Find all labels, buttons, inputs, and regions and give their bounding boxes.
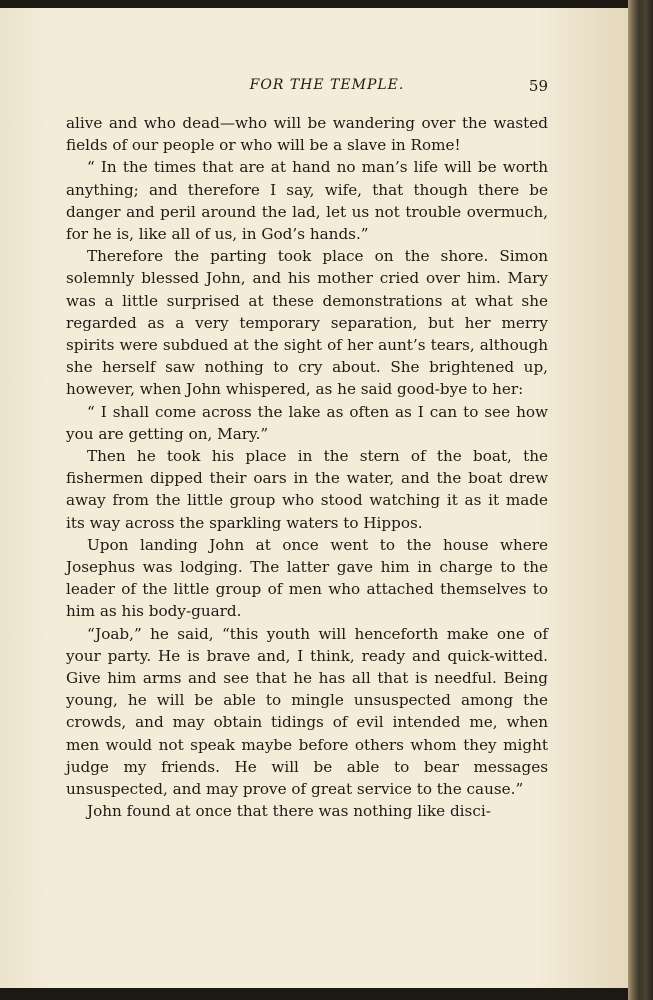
paragraph: alive and who dead—who will be wandering over the wasted fields of our people or who will be a slave in Rome!: [66, 114, 548, 155]
book-binding-edge: [628, 0, 653, 1000]
paragraph: “Joab,” he said, “this youth will henceforth make one of your party. He is brave and, I think, ready and quick-witted. Give him arms and see that he has all that is needful. Being young, he will be able to mingle unsuspected among the crowds, and may obtain tidings of evil intended me, when men would not speak maybe before others whom they might judge my friends. He will be able to bear messages unsuspected, and may prove of great service to the cause.”: [66, 624, 548, 799]
running-title: FOR THE TEMPLE.: [249, 77, 405, 93]
page-number: 59: [528, 77, 548, 95]
paragraph: “ I shall come across the lake as often as I can to see how you are getting on, Mary.”: [66, 402, 548, 443]
paragraph: John found at once that there was nothing like disci-: [87, 802, 491, 821]
body-text: [66, 112, 548, 823]
paragraph: Upon landing John at once went to the house where Josephus was lodging. The latter gave him in charge to the leader of the little group of men who attached themselves to him as his body-guard.: [66, 535, 548, 621]
running-head: [66, 77, 548, 101]
paragraph: “ In the times that are at hand no man’s life will be worth anything; and therefore I say, wife, that though there be danger and peril around the lad, let us not trouble overmuch, for he is, like all of us, in God’s hands.”: [66, 158, 548, 244]
paragraph: Therefore the parting took place on the shore. Simon solemnly blessed John, and his mother cried over him. Mary was a little surprised at these demonstrations at what she regarded as a very temporary separation, but her merry spirits were subdued at the sight of her aunt’s tears, although she herself saw nothing to cry about. She brightened up, however, when John whispered, as he said good-bye to her:: [66, 247, 548, 399]
paragraph: Then he took his place in the stern of the boat, the fishermen dipped their oars in the water, and the boat drew away from the little group who stood watching it as it made its way across the sparkling waters to Hippos.: [66, 447, 548, 532]
